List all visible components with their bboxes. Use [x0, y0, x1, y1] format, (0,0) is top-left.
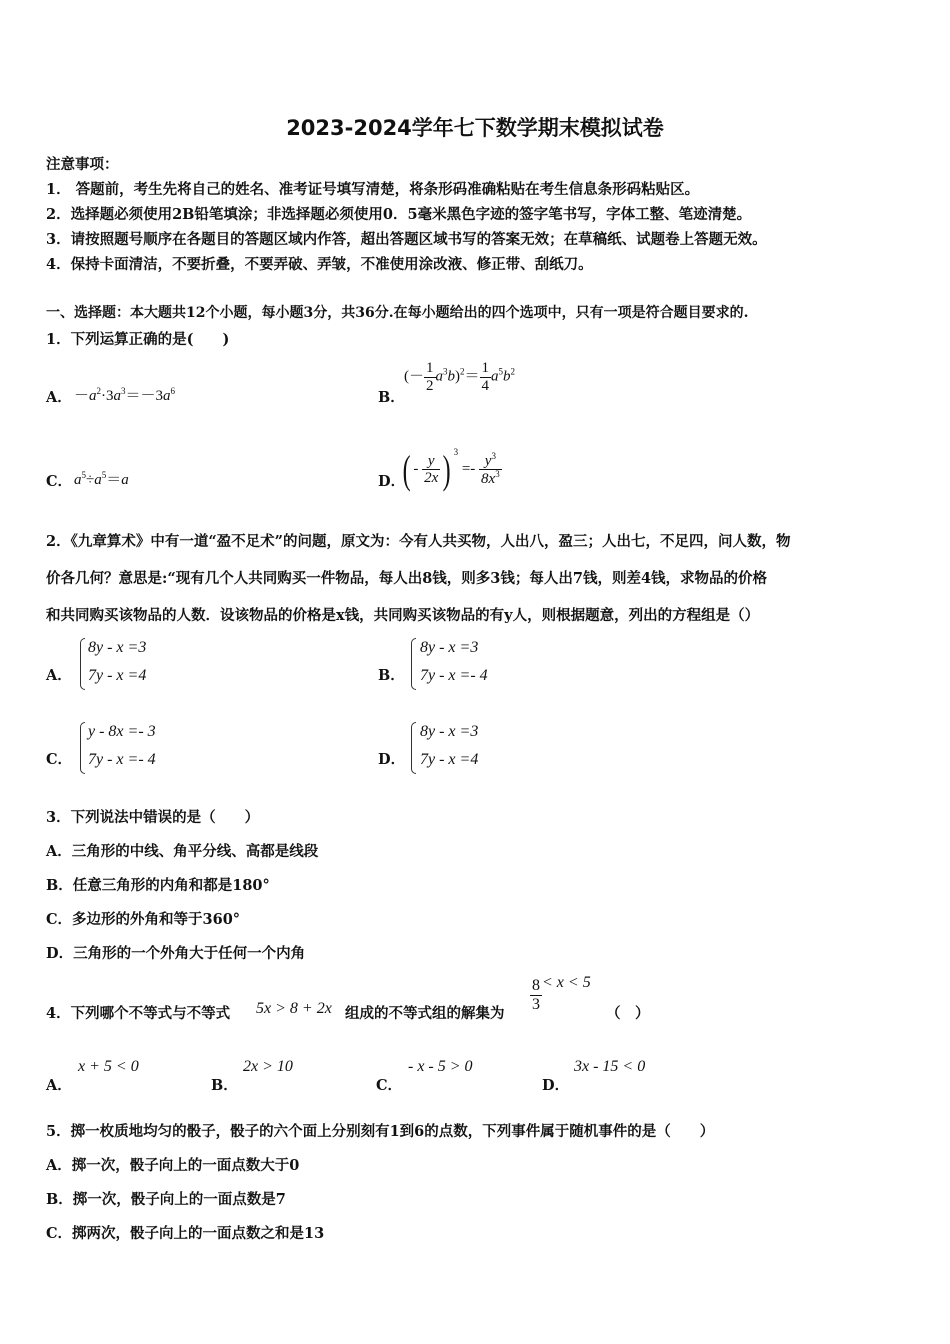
q2-option-a-eq1: 8y - x =3 [88, 639, 147, 656]
q2-option-b-eq1: 8y - x =3 [420, 639, 479, 656]
q4-solution-range: $\frac{8}{3}$ < x < 5 [532, 974, 591, 1013]
question-4-stem-b: 组成的不等式组的解集为 [345, 1005, 505, 1022]
section-heading: 一、选择题：本大题共12个小题，每小题3分，共36分.在每小题给出的四个选项中，只有一项是符合题目要求的. [46, 305, 749, 321]
question-2-stem-line2: 价各几何？意思是:“现有几个人共同购买一件物品，每人出8钱，则多3钱；每人出7钱，则差4钱，求物品的价格 [46, 570, 768, 587]
page-title: 2023-2024学年七下数学期末模拟试卷 [286, 116, 664, 140]
question-3-stem: 3．下列说法中错误的是（ ） [46, 809, 260, 826]
q5-option-b: B．掷一次，骰子向上的一面点数是7 [46, 1191, 286, 1208]
q1-option-c-expr: $a^5\div a^5=a$ [74, 470, 129, 488]
q1-option-b-expr: (－ $\frac{1}{2}$ $a^3b)^2=$ $\frac{1}{4}$ $a^5b^2$ [404, 360, 516, 394]
q2-option-b-label: B． [378, 667, 405, 684]
question-2-stem-line3: 和共同购买该物品的人数．设该物品的价格是x钱，共同购买该物品的有y人，则根据题意，列出的方程组是（） [46, 607, 760, 624]
q2-option-d-eq1: 8y - x =3 [420, 723, 479, 740]
question-1-stem: 1．下列运算正确的是( ) [46, 331, 230, 348]
notice-item: 4．保持卡面清洁，不要折叠，不要弄破、弄皱，不准使用涂改液、修正带、刮纸刀。 [46, 256, 593, 273]
brace [80, 722, 85, 774]
q4-inequality: 5x > 8 + 2x [256, 1000, 332, 1017]
q4-option-b-label: B． [211, 1077, 238, 1094]
q2-option-d-eq2: 7y - x =4 [420, 751, 479, 768]
q5-option-c: C．掷两次，骰子向上的一面点数之和是13 [46, 1225, 325, 1242]
notice-item: 1． 答题前，考生先将自己的姓名、准考证号填写清楚，将条形码准确粘贴在考生信息条形码粘贴区。 [46, 181, 700, 198]
q1-option-a-expr: $-a^2\cdot 3a^3=-3a^6$ [74, 386, 176, 404]
question-4-stem-c: （ ） [606, 1005, 650, 1022]
q1-option-d-expr: ( - $\frac{y}{2x}$ ) $^3$ =- $\frac{y^3}{8x^3}$ [402, 446, 500, 492]
q2-option-c-eq2: 7y - x =- 4 [88, 751, 156, 768]
notice-item: 2．选择题必须使用2B铅笔填涂；非选择题必须使用0．5毫米黑色字迹的签字笔书写，字体工整、笔迹清楚。 [46, 206, 752, 223]
q4-option-a-expr: x + 5 < 0 [78, 1058, 139, 1075]
notice-item: 3．请按照题号顺序在各题目的答题区域内作答，超出答题区域书写的答案无效；在草稿纸、试题卷上答题无效。 [46, 231, 767, 248]
q1-option-a-label: A． [46, 389, 72, 406]
brace [411, 722, 416, 774]
q3-option-b: B．任意三角形的内角和都是180° [46, 877, 270, 894]
question-2-stem-line1: 2．《九章算术》中有一道“盈不足术”的问题，原文为：今有人共买物，人出八，盈三；人出七，不足四，问人数，物 [46, 533, 791, 550]
q1-option-c-label: C． [46, 473, 73, 490]
q4-option-b-expr: 2x > 10 [243, 1058, 293, 1075]
q2-option-a-eq2: 7y - x =4 [88, 667, 147, 684]
q4-option-c-expr: - x - 5 > 0 [408, 1058, 473, 1075]
question-4-stem-a: 4．下列哪个不等式与不等式 [46, 1005, 231, 1022]
q2-option-d-label: D． [378, 751, 406, 768]
brace [80, 638, 85, 690]
q2-option-c-label: C． [46, 751, 73, 768]
q5-option-a: A．掷一次，骰子向上的一面点数大于0 [46, 1157, 300, 1174]
q2-option-b-eq2: 7y - x =- 4 [420, 667, 488, 684]
q3-option-a: A．三角形的中线、角平分线、高都是线段 [46, 843, 319, 860]
q2-option-c-eq1: y - 8x =- 3 [88, 723, 156, 740]
q1-option-b-label: B． [378, 389, 405, 406]
q3-option-d: D．三角形的一个外角大于任何一个内角 [46, 945, 306, 962]
brace [411, 638, 416, 690]
notice-heading: 注意事项： [46, 156, 119, 173]
q4-option-c-label: C． [376, 1077, 403, 1094]
q4-option-d-expr: 3x - 15 < 0 [574, 1058, 646, 1075]
question-5-stem: 5．掷一枚质地均匀的骰子，骰子的六个面上分别刻有1到6的点数，下列事件属于随机事件的是（ ） [46, 1123, 715, 1140]
q3-option-c: C．多边形的外角和等于360° [46, 911, 241, 928]
q2-option-a-label: A． [46, 667, 72, 684]
q1-option-d-label: D． [378, 473, 406, 490]
q4-option-a-label: A． [46, 1077, 72, 1094]
q4-option-d-label: D． [542, 1077, 570, 1094]
